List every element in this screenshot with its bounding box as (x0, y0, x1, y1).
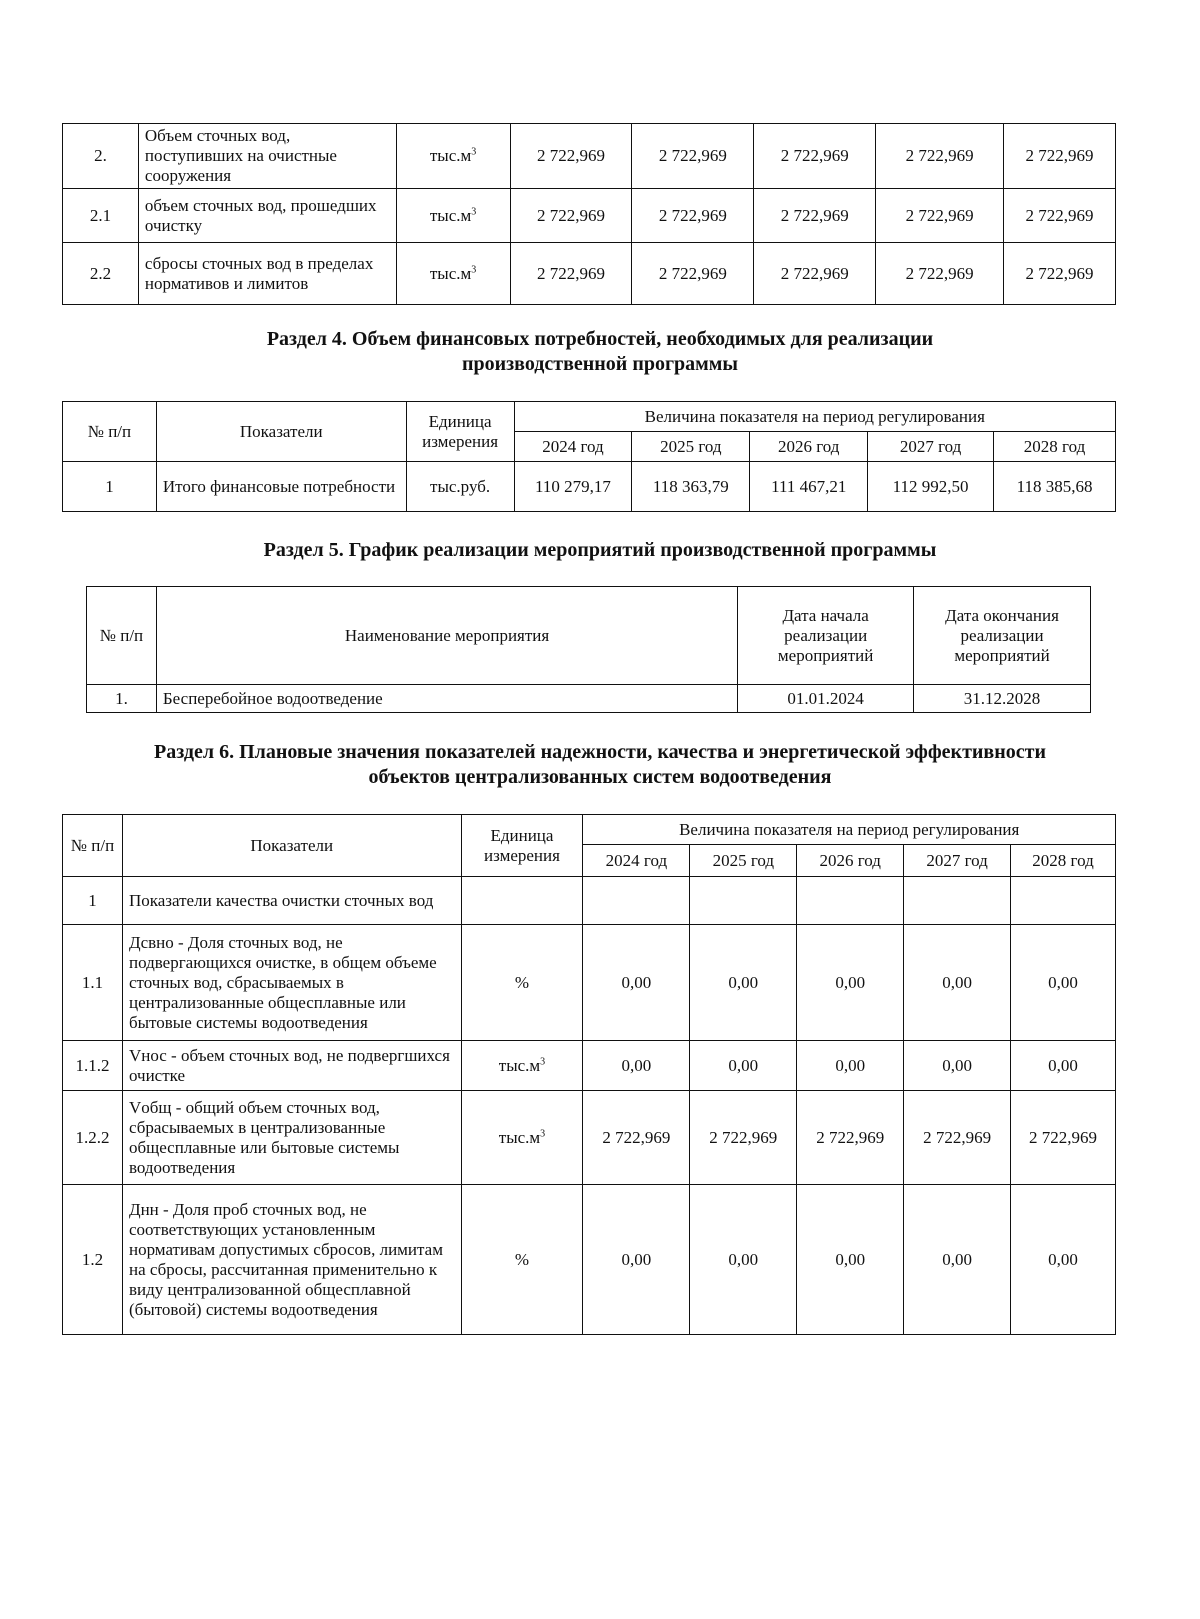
row-unit: тыс.руб. (406, 462, 514, 512)
value-cell: 2 722,969 (510, 243, 632, 305)
row-label: Показатели качества очистки сточных вод (122, 877, 461, 925)
value-cell: 2 722,969 (876, 189, 1004, 243)
section5-title: Раздел 5. График реализации мероприятий производственной программы (263, 539, 937, 561)
row-unit (461, 877, 583, 925)
value-cell: 2 722,969 (754, 124, 876, 189)
value-cell: 0,00 (690, 1185, 797, 1335)
table-row (63, 462, 1116, 512)
row-num: 1 (63, 462, 157, 512)
table-row (63, 243, 1116, 305)
value-cell: 110 279,17 (514, 462, 632, 512)
value-cell: 2 722,969 (754, 189, 876, 243)
header-year: 2027 год (904, 845, 1011, 877)
row-num: 1.1 (63, 925, 123, 1041)
header-num: № п/п (87, 587, 157, 685)
table-row (63, 877, 1116, 925)
header-year: 2027 год (868, 432, 994, 462)
value-cell: 111 467,21 (750, 462, 868, 512)
table-row (63, 925, 1116, 1041)
value-cell (797, 877, 904, 925)
value-cell: 2 722,969 (632, 124, 754, 189)
value-cell: 0,00 (904, 1185, 1011, 1335)
header-year: 2024 год (583, 845, 690, 877)
value-cell: 0,00 (690, 1041, 797, 1091)
value-cell: 0,00 (904, 1041, 1011, 1091)
value-cell: 0,00 (904, 925, 1011, 1041)
value-cell: 2 722,969 (1004, 124, 1116, 189)
row-num: 1.1.2 (63, 1041, 123, 1091)
value-cell (690, 877, 797, 925)
value-cell: 2 722,969 (583, 1091, 690, 1185)
row-start: 01.01.2024 (738, 685, 914, 713)
value-cell: 2 722,969 (904, 1091, 1011, 1185)
header-indicator: Показатели (156, 402, 406, 462)
schedule-table (86, 586, 1091, 713)
value-cell: 2 722,969 (754, 243, 876, 305)
row-end: 31.12.2028 (914, 685, 1091, 713)
table-row (63, 1041, 1116, 1091)
value-cell: 0,00 (583, 1185, 690, 1335)
row-label: Итого финансовые потребности (156, 462, 406, 512)
section6-title: Раздел 6. Плановые значения показателей надежности, качества и энергетической эффективности объектов централизованных систем водоотведения (154, 741, 1046, 788)
value-cell: 118 385,68 (994, 462, 1116, 512)
row-unit: % (461, 925, 583, 1041)
value-cell: 0,00 (797, 925, 904, 1041)
value-cell: 2 722,969 (876, 124, 1004, 189)
value-cell: 2 722,969 (510, 189, 632, 243)
value-cell: 2 722,969 (1011, 1091, 1116, 1185)
row-label: Днн - Доля проб сточных вод, не соответствующих установленным нормативам допустимых сбросов, лимитам на сбросы, рассчитанная применительно к виду централизованной общесплавной (бытовой) системы водоотведения (122, 1185, 461, 1335)
row-unit: $тыс.м^3$ (461, 1091, 583, 1185)
row-num: 1.2.2 (63, 1091, 123, 1185)
value-cell: 2 722,969 (797, 1091, 904, 1185)
value-cell: 0,00 (1011, 925, 1116, 1041)
value-cell: 0,00 (797, 1041, 904, 1091)
header-unit: Единица измерения (461, 815, 583, 877)
row-unit: $тыс.м^3$ (396, 189, 510, 243)
header-num: № п/п (63, 402, 157, 462)
value-cell: 2 722,969 (632, 189, 754, 243)
value-cell: 0,00 (797, 1185, 904, 1335)
row-unit: $тыс.м^3$ (396, 243, 510, 305)
value-cell: 118 363,79 (632, 462, 750, 512)
value-cell: 0,00 (583, 925, 690, 1041)
header-end: Дата окончания реализации мероприятий (914, 587, 1091, 685)
table-row (63, 1091, 1116, 1185)
header-name: Наименование мероприятия (156, 587, 737, 685)
volume-table (62, 123, 1116, 305)
header-year: 2028 год (1011, 845, 1116, 877)
table-row (63, 1185, 1116, 1335)
value-cell: 2 722,969 (1004, 243, 1116, 305)
value-cell (583, 877, 690, 925)
value-cell: 2 722,969 (1004, 189, 1116, 243)
header-year: 2026 год (750, 432, 868, 462)
row-unit: $тыс.м^3$ (461, 1041, 583, 1091)
header-year: 2028 год (994, 432, 1116, 462)
value-cell: 0,00 (1011, 1041, 1116, 1091)
row-label: Объем сточных вод, поступивших на очистные сооружения (138, 124, 396, 189)
row-num: 2.2 (63, 243, 139, 305)
header-row (63, 815, 1116, 845)
indicators-table (62, 814, 1116, 1335)
value-cell (1011, 877, 1116, 925)
header-row (87, 587, 1091, 685)
row-num: 2.1 (63, 189, 139, 243)
header-year: 2025 год (632, 432, 750, 462)
value-cell: 112 992,50 (868, 462, 994, 512)
header-year: 2026 год (797, 845, 904, 877)
section4-title: Раздел 4. Объем финансовых потребностей, необходимых для реализации производственной программы (266, 328, 934, 375)
value-cell: 2 722,969 (632, 243, 754, 305)
header-row (63, 402, 1116, 432)
table-row (63, 189, 1116, 243)
row-num: 1.2 (63, 1185, 123, 1335)
row-label: Дсвно - Доля сточных вод, не подвергающихся очистке, в общем объеме сточных вод, сбрасываемых в централизованные общесплавные или бытовые системы водоотведения (122, 925, 461, 1041)
row-num: 1 (63, 877, 123, 925)
header-year: 2025 год (690, 845, 797, 877)
value-cell: 2 722,969 (690, 1091, 797, 1185)
header-indicator: Показатели (122, 815, 461, 877)
header-num: № п/п (63, 815, 123, 877)
header-period: Величина показателя на период регулирования (583, 815, 1116, 845)
value-cell (904, 877, 1011, 925)
value-cell: 0,00 (583, 1041, 690, 1091)
row-num: 2. (63, 124, 139, 189)
value-cell: 0,00 (690, 925, 797, 1041)
header-year: 2024 год (514, 432, 632, 462)
header-period: Величина показателя на период регулирования (514, 402, 1115, 432)
header-start: Дата начала реализации мероприятий (738, 587, 914, 685)
table-row (63, 124, 1116, 189)
finance-table (62, 401, 1116, 512)
row-label: объем сточных вод, прошедших очистку (138, 189, 396, 243)
table-row (87, 685, 1091, 713)
header-unit: Единица измерения (406, 402, 514, 462)
value-cell: 2 722,969 (876, 243, 1004, 305)
row-label: сбросы сточных вод в пределах нормативов и лимитов (138, 243, 396, 305)
row-unit: $тыс.м^3$ (396, 124, 510, 189)
row-label: Vнос - объем сточных вод, не подвергшихся очистке (122, 1041, 461, 1091)
row-num: 1. (87, 685, 157, 713)
row-unit: % (461, 1185, 583, 1335)
value-cell: 0,00 (1011, 1185, 1116, 1335)
value-cell: 2 722,969 (510, 124, 632, 189)
row-name: Бесперебойное водоотведение (156, 685, 737, 713)
row-label: Vобщ - общий объем сточных вод, сбрасываемых в централизованные общесплавные или бытовые системы водоотведения (122, 1091, 461, 1185)
